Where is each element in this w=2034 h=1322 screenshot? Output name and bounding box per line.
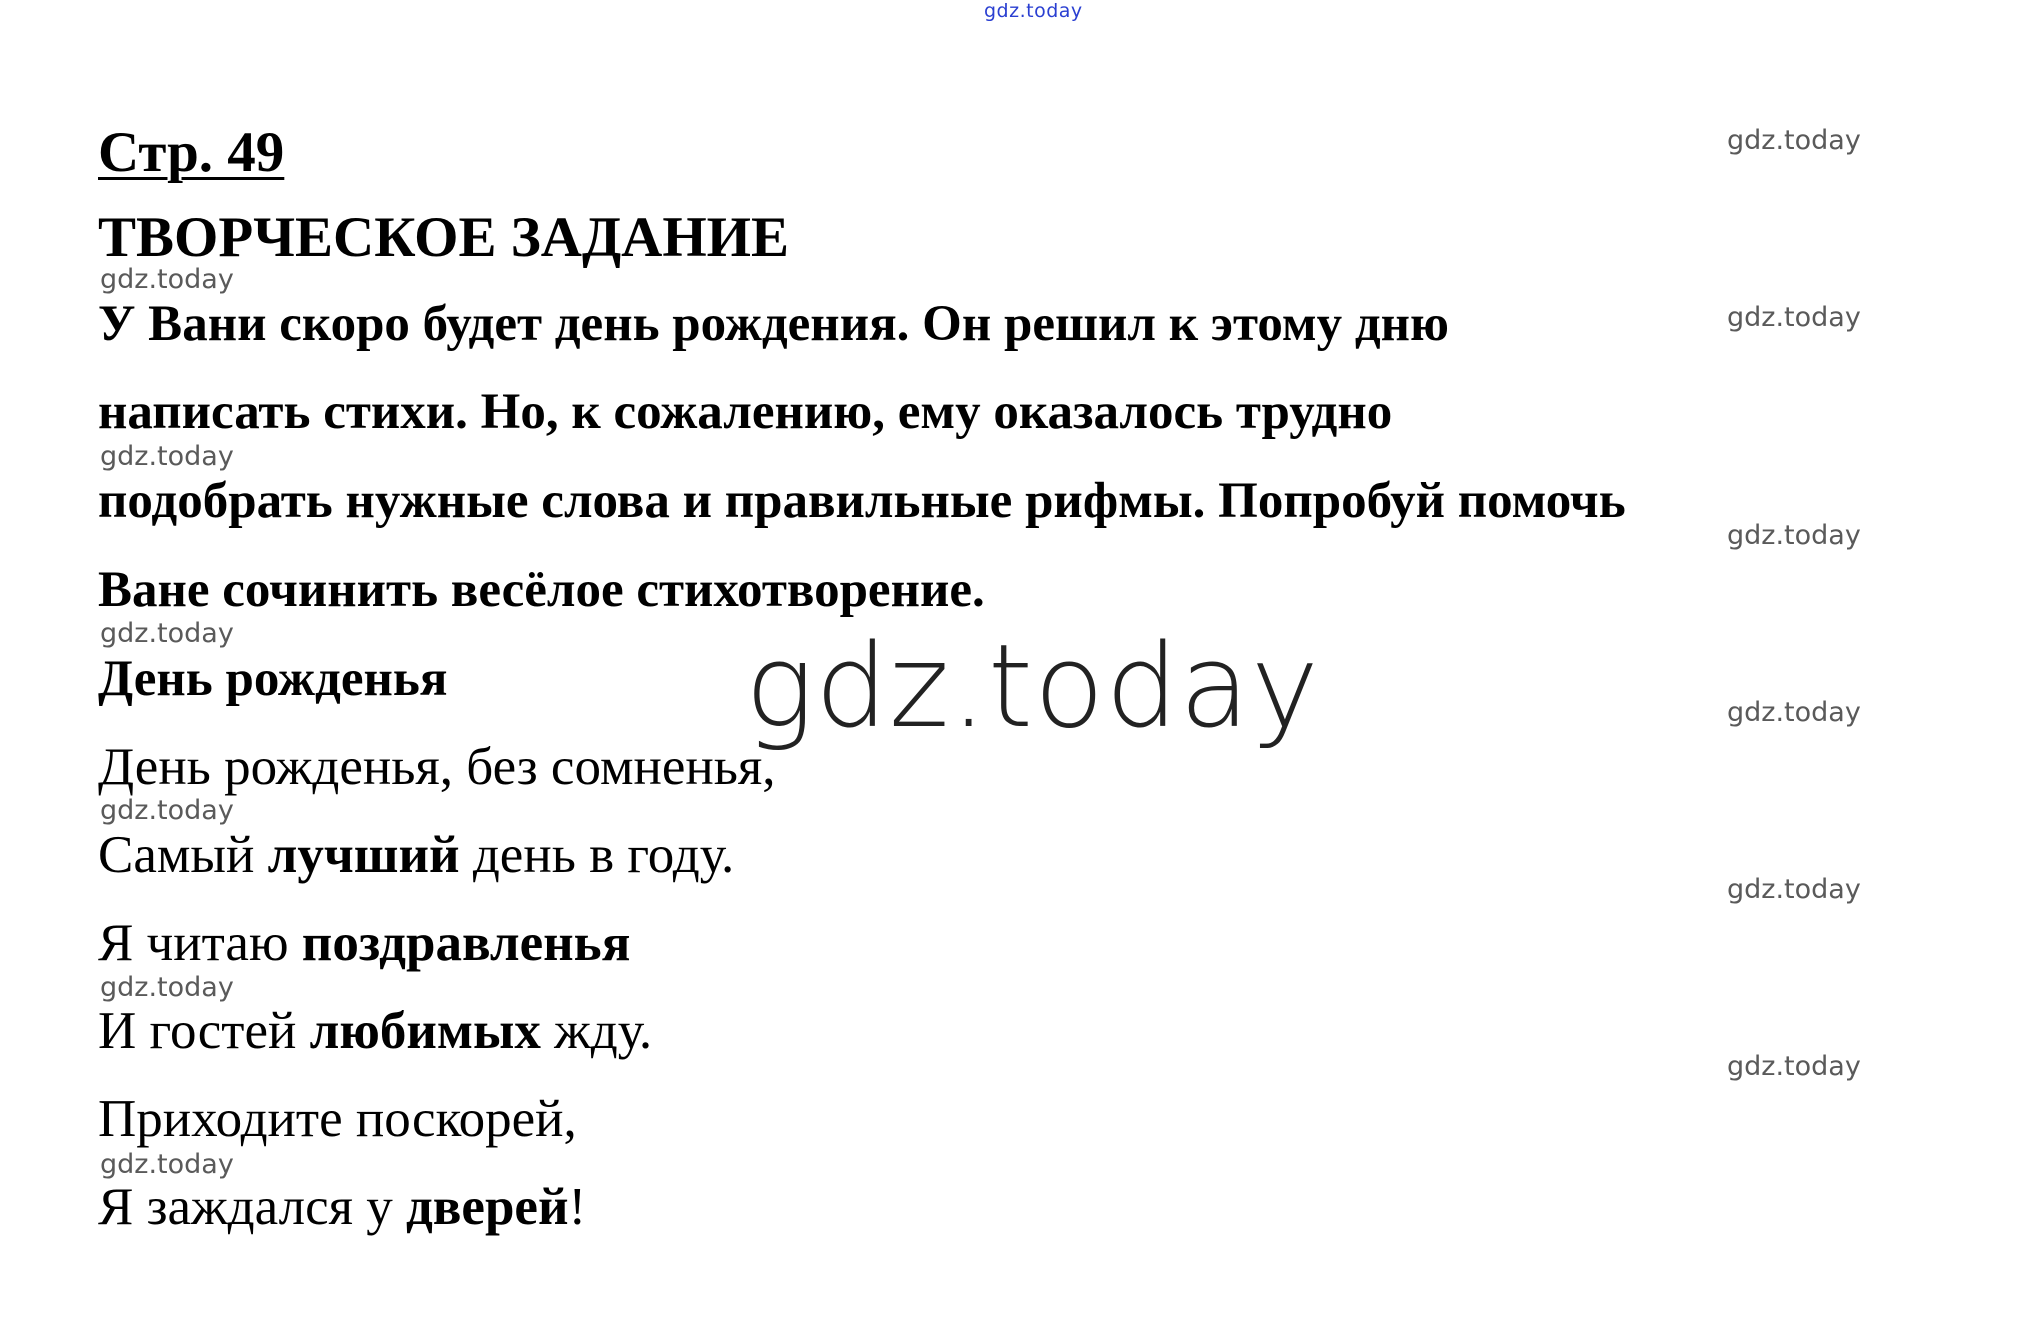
poem-line xyxy=(98,1001,652,1061)
poem-line-text: Я читаю xyxy=(98,914,302,972)
watermark-left: gdz.today xyxy=(100,1149,234,1180)
watermark-left: gdz.today xyxy=(100,795,234,826)
watermark-left: gdz.today xyxy=(100,441,234,472)
poem-line xyxy=(98,825,734,885)
poem-line-text: день в году. xyxy=(459,826,735,884)
poem-line xyxy=(98,913,630,973)
poem-line-text: И гостей xyxy=(98,1002,310,1060)
poem-line-bold-word: лучший xyxy=(267,826,460,884)
task-line: Ване сочинить весёлое стихотворение. xyxy=(98,562,985,618)
poem-line-text: Самый xyxy=(98,826,268,884)
task-line: подобрать нужные слова и правильные рифмы. Попробуй помочь xyxy=(98,473,1626,529)
watermark-left: gdz.today xyxy=(100,972,234,1003)
watermark-right: gdz.today xyxy=(1727,125,1861,156)
poem-line-text: ! xyxy=(568,1178,587,1236)
task-line: У Вани скоро будет день рождения. Он решил к этому дню xyxy=(98,296,1450,352)
watermark-right: gdz.today xyxy=(1727,1051,1861,1082)
poem-line xyxy=(98,1089,577,1149)
poem-line xyxy=(98,1177,586,1237)
poem-line-bold-word: дверей xyxy=(406,1178,569,1236)
top-watermark: gdz.today xyxy=(984,0,1083,22)
poem-line-text: Приходите поскорей, xyxy=(98,1090,577,1148)
center-watermark: gdz.today xyxy=(745,620,1320,754)
page-title: Стр. 49 xyxy=(98,121,285,184)
poem-line xyxy=(98,737,776,797)
watermark-right: gdz.today xyxy=(1727,520,1861,551)
watermark-right: gdz.today xyxy=(1727,874,1861,905)
watermark-right: gdz.today xyxy=(1727,697,1861,728)
watermark-left: gdz.today xyxy=(100,618,234,649)
poem-line-text: День рожденья, без сомненья, xyxy=(98,738,776,796)
poem-line-text: жду. xyxy=(540,1002,653,1060)
poem-title: День рожденья xyxy=(98,651,448,707)
watermark-right: gdz.today xyxy=(1727,302,1861,333)
poem-line-bold-word: поздравленья xyxy=(301,914,631,972)
poem-line-text: Я заждался у xyxy=(98,1178,406,1236)
poem-line-bold-word: любимых xyxy=(309,1002,541,1060)
watermark-left: gdz.today xyxy=(100,264,234,295)
task-line: написать стихи. Но, к сожалению, ему оказалось трудно xyxy=(98,384,1393,440)
task-title: ТВОРЧЕСКОЕ ЗАДАНИЕ xyxy=(98,206,790,269)
